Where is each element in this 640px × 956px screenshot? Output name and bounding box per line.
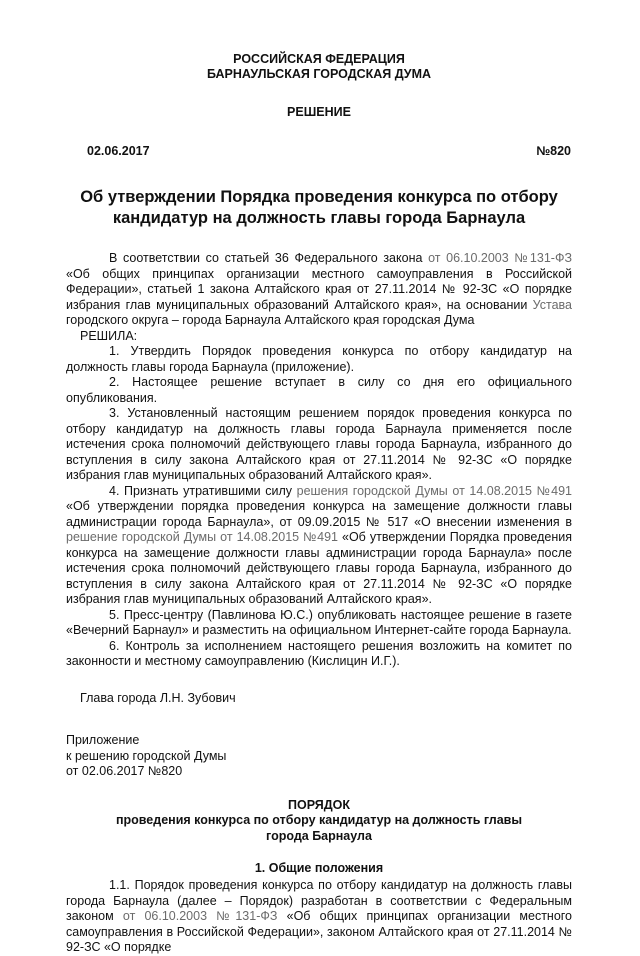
decided-label: РЕШИЛА: [80, 328, 138, 343]
clause-1-1-text-a: 1.1. Порядок проведения конкурса по отбору кандидатур на должность главы города Барнаула (далее – Порядок) разработан в соответствии с Федеральным законом [66, 878, 572, 923]
preamble-text-2: «Об общих принципах организации местного самоуправления в Российской Федерации», статьей 1 закона Алтайского края от 27.11.2014 № 92-ЗС «О порядке избрания глав муниципальных образований Алтайского края», на основании [66, 266, 572, 312]
title-line-2: кандидатур на должность главы города Барнаула [112, 209, 526, 227]
appendix-line-2: к решению городской Думы [66, 748, 227, 763]
preamble-paragraph [66, 251, 572, 329]
order-title: ПОРЯДОК [288, 797, 350, 812]
decision-491-link[interactable]: решения городской Думы от 14.08.2015 №491 [296, 483, 572, 498]
appendix-line-1: Приложение [66, 733, 140, 747]
document-page [66, 52, 572, 956]
appendix-line-3: от 02.06.2017 №820 [66, 764, 183, 778]
item-1: 1. Утвердить Порядок проведения конкурса по отбору кандидатур на должность главы города Барнаула (приложение). [66, 344, 572, 374]
preamble-text-3: городского округа – города Барнаула Алтайского края городская Дума [66, 313, 475, 327]
decision-491-link-2[interactable]: решение городской Думы от 14.08.2015 №491 [66, 530, 338, 544]
document-title [66, 187, 572, 229]
item-5: 5. Пресс-центру (Павлинова Ю.С.) опубликовать настоящее решение в газете «Вечерний Барнаул» и разместить на официальном Интернет-сайте города Барнаула. [66, 607, 572, 637]
decision-body [66, 251, 572, 706]
item-6: 6. Контроль за исполнением настоящего решения возложить на комитет по законности и местному самоуправлению (Кислицин И.Г.). [66, 638, 572, 668]
clause-1-1-text-b: «Об общих принципах организации местного самоуправления в Российской Федерации», законом Алтайского края от 27.11.2014 № 92-ЗС «О порядке [66, 909, 573, 954]
federal-law-link[interactable]: от 06.10.2003 №131-ФЗ [428, 251, 572, 265]
preamble-text-1: В соответствии со статьей 36 Федерального закона [109, 251, 429, 265]
signature-line: Глава города Л.Н. Зубович [80, 690, 236, 705]
item-4 [66, 484, 572, 608]
federal-law-link-2[interactable]: от 06.10.2003 №131-ФЗ [122, 909, 278, 923]
section-1-heading: 1. Общие положения [254, 861, 384, 875]
duma-heading: БАРНАУЛЬСКАЯ ГОРОДСКАЯ ДУМА [206, 67, 432, 81]
date-number-row [66, 144, 572, 158]
decision-number: №820 [536, 144, 571, 158]
item-3: 3. Установленный настоящим решением порядок проведения конкурса по отбору кандидатур на должность главы города Барнаула применяется после истечения срока полномочий действующего главы города Барнаула, избранного до вступления в силу закона Алтайского края от 27.11.2014 № 92-ЗС «О порядке избрания глав муниципальных образований Алтайского края». [66, 406, 572, 482]
order-heading [66, 798, 572, 845]
item-4-text-b: «Об утверждении порядка проведения конкурса на замещение должности главы администрации города Барнаула», от 09.09.2015 № 517 «О внесении изменения в [66, 499, 572, 529]
decision-heading: РЕШЕНИЕ [287, 105, 351, 119]
order-subtitle: проведения конкурса по отбору кандидатур на должность главы города Барнаула [115, 813, 523, 843]
charter-link[interactable]: Устава [532, 297, 572, 312]
item-4-text-a: 4. Признать утратившими силу [109, 483, 297, 498]
item-2: 2. Настоящее решение вступает в силу со дня его официального опубликования. [66, 375, 572, 405]
country-heading: РОССИЙСКАЯ ФЕДЕРАЦИЯ [233, 52, 405, 66]
title-line-1: Об утверждении Порядка проведения конкурса по отбору [80, 188, 558, 206]
decision-date: 02.06.2017 [87, 144, 150, 158]
clause-1-1 [66, 878, 572, 956]
order-body [66, 878, 572, 956]
item-4-text-c: «Об утверждении Порядка проведения конкурса на замещение должности главы администрации города Барнаула» после истечения срока полномочий действующего главы города Барнаула, избранного до вступления в силу закона Алтайского края от 27.11.2014 № 92-ЗС «О порядке избрания глав муниципальных образований Алтайского края». [66, 530, 572, 606]
appendix-reference [66, 733, 572, 780]
